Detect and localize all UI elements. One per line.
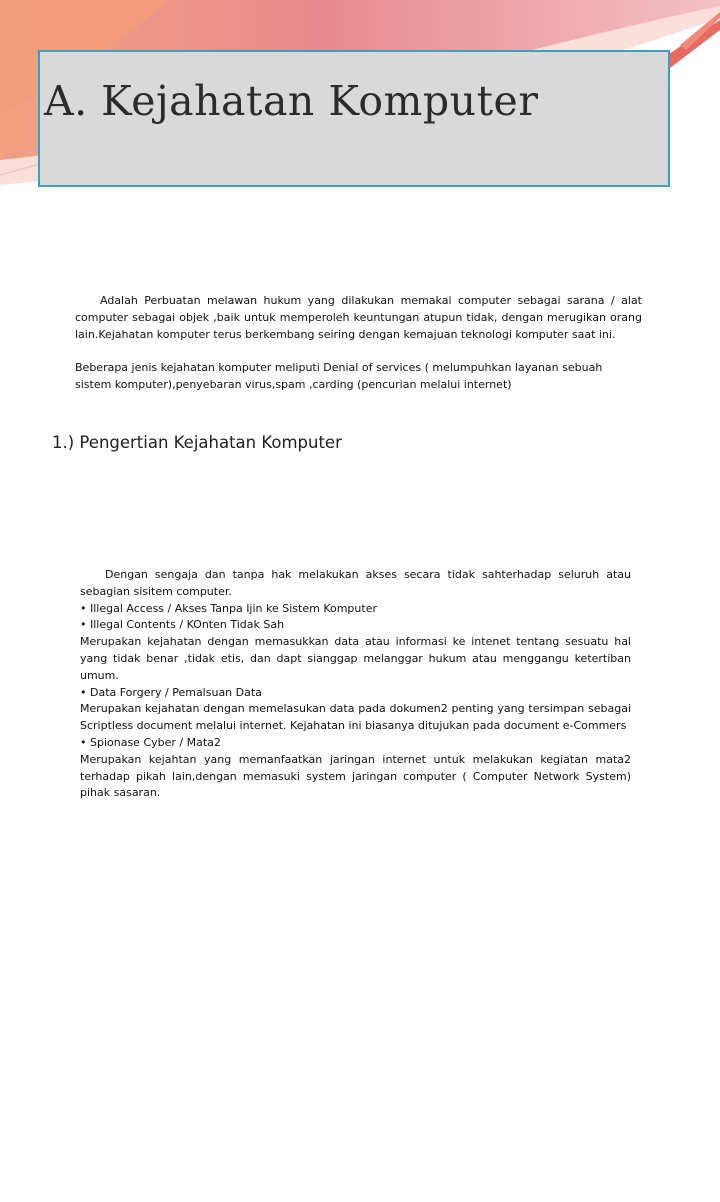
definition-paragraph: Dengan sengaja dan tanpa hak melakukan akses secara tidak sahterhadap seluruh atau sebagian sisitem computer. bbox=[80, 568, 631, 598]
section-heading: 1.) Pengertian Kejahatan Komputer bbox=[52, 433, 342, 452]
list-item-data-forgery: • Data Forgery / Pemalsuan Data bbox=[80, 685, 262, 699]
title-box bbox=[38, 50, 670, 187]
types-paragraph: Beberapa jenis kejahatan komputer meliputi Denial of services ( melumpuhkan layanan sebuah sistem komputer),penyebaran virus,spam ,carding (pencurian melalui internet) bbox=[75, 361, 603, 391]
list-item-spionase-cyber: • Spionase Cyber / Mata2 bbox=[80, 735, 221, 749]
spionase-cyber-description: Merupakan kejahtan yang memanfaatkan jaringan internet untuk melakukan kegiatan mata2 terhadap pikah lain,dengan memasuki system jaringan computer ( Computer Network System) pihak sasaran. bbox=[80, 752, 631, 800]
definition-block bbox=[80, 567, 631, 802]
page-title: A. Kejahatan Komputer bbox=[44, 77, 539, 125]
illegal-contents-description: Merupakan kejahatan dengan memasukkan data atau informasi ke intenet tentang sesuatu hal yang tidak benar ,tidak etis, dan dapt sianggap melanggar hukum atau menggangu ketertiban umum. bbox=[80, 635, 631, 682]
intro-paragraph: Adalah Perbuatan melawan hukum yang dilakukan memakai computer sebagai sarana / alat computer sebagai objek ,baik untuk memperoleh keuntungan atupun tidak, dengan merugikan orang lain.Kejahatan komputer terus berkembang seiring dengan kemajuan teknologi komputer saat ini. bbox=[75, 294, 642, 341]
list-item-illegal-contents: • Illegal Contents / KOnten Tidak Sah bbox=[80, 618, 285, 632]
list-item-illegal-access: • Illegal Access / Akses Tanpa Ijin ke Sistem Komputer bbox=[80, 601, 377, 615]
data-forgery-description: Merupakan kejahatan dengan memelasukan data pada dokumen2 penting yang tersimpan sebagai Scriptless document melalui internet. Kejahatan ini biasanya ditujukan pada document e-Commers bbox=[80, 702, 631, 733]
